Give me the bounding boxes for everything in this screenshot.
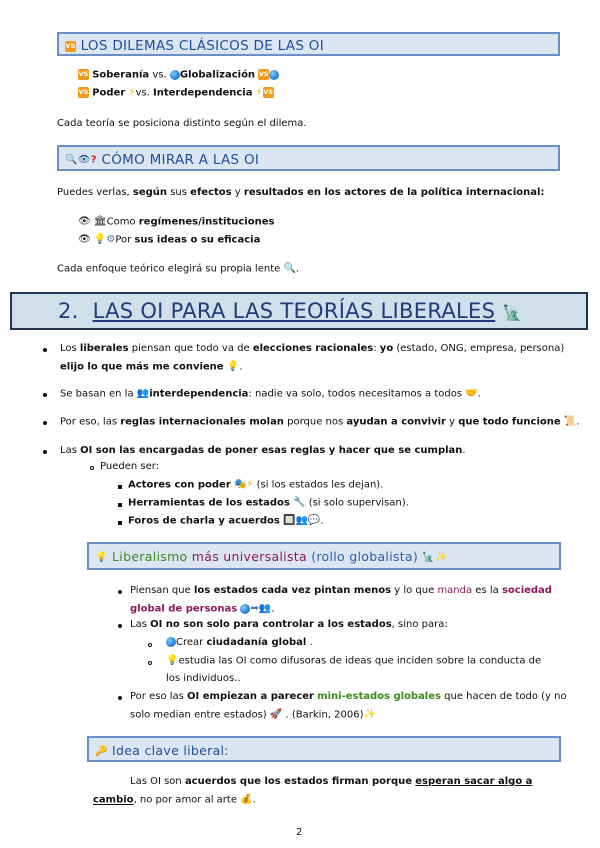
b3-mid: porque nos: [283, 416, 347, 428]
b3-b3: que todo funcione: [458, 416, 561, 428]
b1-mid: piensan que todo va de: [128, 343, 253, 354]
people-group-icon: 👥: [295, 515, 308, 526]
section-idea-clave-header: [87, 736, 561, 762]
bullet-2: Se basan en la 👥interdependencia: nadie va solo, todos necesitamos a todos 🤝.: [60, 388, 481, 400]
statue-of-liberty-icon: 🗽: [502, 302, 523, 322]
bullet-4: [60, 445, 466, 456]
b1-rest: (estado, ONG, empresa, persona): [393, 343, 565, 354]
heading-liberales: [10, 292, 588, 330]
vs-icon: VS: [78, 70, 89, 78]
sub-bullet-square: [118, 485, 122, 489]
mirar-item1-b: regímenes/instituciones: [138, 216, 275, 228]
institution-icon: 🏛: [93, 216, 107, 227]
univ-title-pre: Liberalismo: [112, 549, 192, 564]
sq2-rest: (si solo supervisan).: [305, 497, 409, 509]
sq2-b: Herramientas de los estados: [128, 497, 290, 509]
sub-bullet-square: [118, 521, 122, 525]
l2-b: OI no son solo para controlar a los estados: [150, 619, 392, 630]
dilemma-1-b: Globalización: [179, 69, 256, 81]
sq-item-3: Foros de charla y acuerdos 🔲👥💬.: [128, 515, 324, 527]
b1-b3: yo: [379, 343, 394, 354]
wrench-icon: 🔧: [293, 497, 306, 508]
c2-text: estudia las OI como difusoras de ideas que inciden sobre la conducta de: [178, 655, 542, 667]
idea-clave-line-1: [130, 776, 532, 787]
people-icon: 👥: [136, 388, 150, 399]
section-dilemas-header: [57, 32, 560, 56]
vs-icon: VS: [263, 88, 274, 96]
l3-pre: Por eso las: [130, 691, 188, 702]
univ-item-2: [130, 619, 448, 630]
dilemma-row-2: [78, 87, 274, 99]
statue-of-liberty-icon: 🗽: [422, 552, 436, 563]
l1-mid: y lo que: [391, 585, 438, 596]
lightbulb-icon: 💡: [166, 655, 179, 666]
b3-mid2: y: [445, 416, 459, 428]
b1-mid2: :: [373, 343, 380, 354]
sq1-rest: (si los estados les dejan).: [253, 479, 384, 491]
univ-title-univ: universalista: [223, 549, 307, 564]
mirar-intro-pre: Puedes verlas,: [57, 187, 133, 198]
lightbulb-icon: 💡: [93, 234, 107, 245]
dilemma-1-a: Soberanía: [92, 69, 150, 81]
bullet-1-line-1: [60, 343, 564, 354]
univ-sub-2-line-1: [166, 655, 541, 667]
p-line2-bu: cambio: [93, 794, 134, 806]
b2-b: interdependencia: [149, 388, 249, 400]
idea-clave-line-2: cambio, no por amor al arte 💰.: [93, 794, 256, 806]
bullet-dot: [118, 590, 122, 594]
l3-line2: solo median entre estados): [130, 709, 267, 721]
l1-b: los estados cada vez pintan menos: [193, 585, 392, 596]
l2-pre: Las: [130, 619, 151, 630]
p-pre: Las OI son: [130, 776, 185, 787]
dilemma-2-a: Poder: [92, 87, 126, 99]
p-b: acuerdos que los estados firman porque: [184, 776, 413, 787]
mirar-intro-b1: según: [132, 187, 168, 198]
eye-icon: 👁: [77, 154, 91, 166]
section-mirar-header: [57, 145, 560, 171]
magnifier-icon: 🔍: [65, 154, 78, 166]
vs-icon: VS: [258, 70, 269, 78]
heading-title: LAS OI PARA LAS TEORÍAS LIBERALES: [92, 299, 496, 323]
sparkle-icon: ✨: [435, 552, 448, 563]
pueden-ser: Pueden ser:: [100, 461, 160, 472]
l3-cite: . (Barkin, 2006): [282, 709, 364, 721]
sub-bullet-square: [118, 503, 122, 507]
b2-rest: : nadie va solo, todos necesitamos a todos: [248, 388, 463, 400]
l2-rest: , sino para:: [391, 619, 448, 630]
arrow-right-icon: ➡: [250, 603, 259, 614]
mirar-note-text: Cada enfoque teórico elegirá su propia lente: [57, 263, 281, 275]
handshake-icon: 🤝: [465, 388, 478, 399]
mirar-note: Cada enfoque teórico elegirá su propia lente 🔍.: [57, 263, 300, 275]
c1-pre: Crear: [176, 637, 207, 648]
l3-green: mini-estados globales: [317, 691, 441, 702]
vs-icon: VS: [78, 88, 89, 96]
b4-b: OI son las encargadas de poner esas reglas y hacer que se cumplan: [80, 445, 463, 456]
sq1-b: Actores con poder: [128, 479, 231, 491]
section-mirar-title-wrap: [65, 152, 259, 168]
c1-b: ciudadanía global: [206, 637, 307, 648]
b1-line2: elijo lo que más me conviene: [60, 361, 224, 373]
mirar-item-2: [78, 234, 260, 246]
lightbulb-icon: 💡: [226, 361, 240, 372]
b1-b2: elecciones racionales: [252, 343, 374, 354]
section-universalista-header: [87, 542, 561, 570]
bullet-dot: [43, 450, 47, 454]
l1-b2: sociedad: [501, 585, 552, 596]
l3-b: OI empiezan a parecer: [187, 691, 314, 702]
dilemma-1-vs: vs.: [152, 69, 167, 81]
l3-rest: que hacen de todo (y no: [440, 691, 567, 702]
sub-bullet-circle: [148, 661, 152, 665]
bullet-dot: [118, 696, 122, 700]
lightbulb-icon: 💡: [95, 552, 108, 563]
theater-masks-icon: 🎭: [233, 479, 247, 490]
bullet-1-line-2: elijo lo que más me conviene 💡.: [60, 361, 243, 373]
mirar-intro-b3: resultados en los actores de la política internacional:: [243, 187, 545, 198]
univ-sub-2-line-2: los individuos..: [166, 673, 241, 684]
eye-icon: 👁: [78, 234, 91, 245]
gear-icon: ⚙: [106, 234, 116, 245]
section-dilemas-title: LOS DILEMAS CLÁSICOS DE LAS OI: [80, 38, 324, 54]
lightning-icon: ⚡: [128, 87, 136, 98]
globe-icon: [240, 604, 250, 614]
bullet-dot: [118, 624, 122, 628]
heading-liberales-title-wrap: [58, 299, 522, 323]
globe-icon: [166, 637, 176, 647]
mirar-item-1: [78, 216, 274, 228]
b3-pre: Por eso, las: [60, 416, 121, 428]
b3-b1: reglas internacionales molan: [120, 416, 284, 428]
idea-clave-title: Idea clave liberal:: [112, 743, 229, 758]
rocket-icon: 🚀: [269, 709, 283, 720]
mirar-intro: [57, 187, 544, 198]
money-bag-icon: 💰: [240, 794, 253, 805]
eye-icon: 👁: [78, 216, 91, 227]
key-icon: 🔑: [95, 746, 108, 757]
sq3-b: Foros de charla y acuerdos: [128, 515, 280, 527]
b2-pre: Se basan en la: [60, 388, 137, 400]
univ-title-rest: (rollo globalista): [306, 549, 419, 564]
univ-sub-1: [166, 637, 313, 648]
p-line2-rest: , no por amor al arte: [133, 794, 237, 806]
mirar-intro-b2: efectos: [190, 187, 232, 198]
sq-item-1: [128, 479, 383, 491]
dilemma-row-1: [78, 69, 279, 81]
globe-icon: [170, 70, 180, 80]
p-bu: esperan sacar algo a: [415, 776, 533, 787]
sq-item-2: [128, 497, 409, 509]
bullet-dot: [43, 421, 47, 425]
lightning-icon: ⚡: [246, 479, 254, 490]
lightning-icon: ⚡: [255, 87, 263, 98]
l1-purple: manda: [437, 585, 473, 596]
people-group-icon: 👥: [258, 603, 272, 614]
mirar-intro-mid2: y: [231, 187, 244, 198]
scroll-icon: 📜: [563, 416, 577, 427]
univ-item-3-line-2: [130, 709, 376, 721]
univ-item-3-line-1: [130, 691, 567, 702]
mirar-intro-mid1: sus: [167, 187, 191, 198]
heading-number: 2.: [58, 299, 79, 323]
l1-pre: Piensan que: [130, 585, 194, 596]
l1-line2: global de personas: [130, 603, 238, 615]
l1-mid2: es la: [472, 585, 502, 596]
section-dilemas-title-wrap: [65, 38, 324, 54]
dilemma-note: Cada teoría se posiciona distinto según el dilema.: [57, 118, 307, 129]
page-number: 2: [296, 827, 303, 838]
magnifier-icon: 🔍: [283, 263, 296, 274]
bullet-3: Por eso, las reglas internacionales molan porque nos ayudan a convivir y que todo funcione 📜.: [60, 416, 580, 428]
dilemma-2-vs: vs.: [135, 87, 150, 99]
univ-item-1-line-1: [130, 585, 552, 596]
mirar-item1-pre: Como: [106, 216, 139, 228]
bullet-dot: [43, 393, 47, 397]
bullet-dot: [43, 348, 47, 352]
section-mirar-title: CÓMO MIRAR A LAS OI: [101, 152, 260, 168]
mirar-item2-b: sus ideas o su eficacia: [134, 234, 261, 246]
dilemma-2-b: Interdependencia: [152, 87, 253, 99]
b1-b1: liberales: [79, 343, 129, 354]
univ-title-more: más: [191, 549, 220, 564]
section-idea-clave-title-wrap: [95, 743, 229, 758]
sub-bullet-circle: [148, 643, 152, 647]
mirar-item2-pre: Por: [115, 234, 135, 246]
b4-pre: Las: [60, 445, 81, 456]
c1-end: .: [306, 637, 313, 648]
b1-pre: Los: [60, 343, 80, 354]
globe-icon: [269, 70, 279, 80]
b4-end: .: [462, 445, 466, 456]
vs-icon: VS: [65, 41, 76, 50]
speech-bubble-icon: 💬: [307, 515, 321, 526]
forum-icon: 🔲: [283, 515, 296, 526]
b3-b2: ayudan a convivir: [346, 416, 446, 428]
sub-bullet-circle: [90, 466, 94, 470]
univ-item-1-line-2: global de personas ➡👥.: [130, 603, 275, 615]
section-universalista-title-wrap: [95, 549, 448, 564]
question-icon: ?: [90, 154, 97, 166]
sparkle-icon: ✨: [363, 709, 376, 720]
